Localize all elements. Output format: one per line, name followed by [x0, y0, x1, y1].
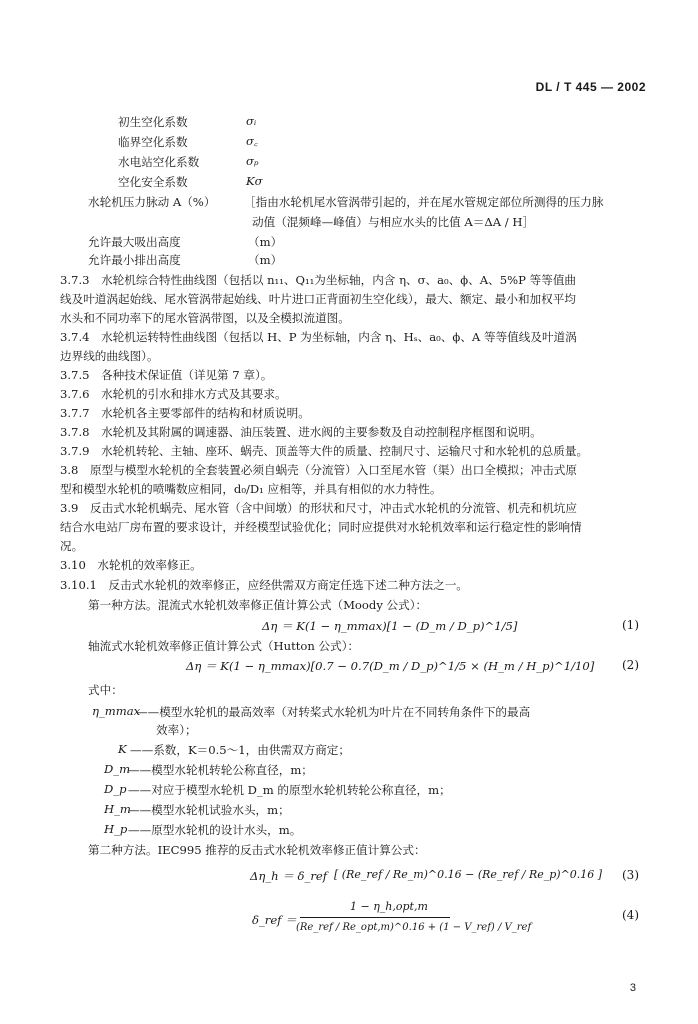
def-text: 效率）； — [156, 723, 197, 737]
section-heading: 3.10 水轮机的效率修正。 — [60, 558, 202, 572]
def-symbol: K — [118, 742, 127, 756]
equation-4-lhs: δ_ref ＝ — [252, 913, 297, 927]
symbol-4: Kσ — [246, 174, 263, 188]
para-line: 边界线的曲线图）。 — [60, 349, 159, 363]
para-line: 3.10.1 反击式水轮机的效率修正，应经供需双方商定任选下述二种方法之一。 — [60, 578, 468, 592]
para-line: 3.7.3 水轮机综合特性曲线图（包括以 n₁₁、Q₁₁为坐标轴，内含 η、σ、a₀、ϕ、A、5%P 等等值曲 — [60, 273, 577, 287]
suction-min-unit: （m） — [248, 253, 283, 267]
equation-3-body: [ (Re_ref / Re_m)^0.16 − (Re_ref / Re_p)^0.16 ] — [334, 868, 603, 881]
para-line: 水头和不同功率下的尾水管涡带图，以及全模拟流道图。 — [60, 311, 350, 325]
symbol-2: σ꜀ — [246, 134, 258, 148]
def-text: ——模型水轮机试验水头，m； — [128, 803, 290, 817]
def-symbol: H_m — [104, 802, 131, 816]
second-method: 第二种方法。IEC995 推荐的反击式水轮机效率修正值计算公式： — [88, 843, 426, 857]
def-text: ——模型水轮机的最高效率（对转桨式水轮机为叶片在不同转角条件下的最高 — [136, 705, 531, 719]
symbol-3: σₚ — [246, 154, 259, 168]
para-line: 3.7.6 水轮机的引水和排水方式及其要求。 — [60, 387, 287, 401]
para-line: 3.7.9 水轮机转轮、主轴、座环、蜗壳、顶盖等大件的质量、控制尺寸、运输尺寸和水轮机的总质量。 — [60, 444, 589, 458]
def-text: ——模型水轮机转轮公称直径，m； — [128, 763, 313, 777]
equation-1-number: (1) — [622, 618, 639, 632]
para-line: 3.9 反击式水轮机蜗壳、尾水管（含中间墩）的形状和尺寸，冲击式水轮机的分流管、机壳和机坑应 — [60, 501, 577, 515]
para-line: 3.7.8 水轮机及其附属的调速器、油压装置、进水阀的主要参数及自动控制程序框图和说明。 — [60, 425, 542, 439]
para-line: 型和模型水轮机的喷嘴数应相同，d₀/D₁ 应相等，并具有相似的水力特性。 — [60, 482, 442, 496]
para-line: 结合水电站厂房布置的要求设计，并经模型试验优化；同时应提供对水轮机效率和运行稳定性的影响情 — [60, 520, 582, 534]
equation-3-number: (3) — [622, 868, 639, 882]
document-code: DL / T 445 — 2002 — [535, 80, 646, 94]
def-symbol: H_p — [104, 822, 128, 836]
equation-2-number: (2) — [622, 658, 639, 672]
symbol-name-2: 临界空化系数 — [118, 135, 188, 149]
page-number: 3 — [629, 982, 636, 994]
para-line: 3.7.7 水轮机各主要零部件的结构和材质说明。 — [60, 406, 310, 420]
para-line: 第一种方法。混流式水轮机效率修正值计算公式（Moody 公式）： — [88, 598, 428, 612]
suction-max-unit: （m） — [248, 235, 283, 249]
symbol-name-1: 初生空化系数 — [118, 115, 188, 129]
suction-min-label: 允许最小排出高度 — [88, 253, 181, 267]
axial-intro: 轴流式水轮机效率修正值计算公式（Hutton 公式）： — [88, 639, 360, 653]
symbol-name-3: 水电站空化系数 — [118, 155, 200, 169]
suction-max-label: 允许最大吸出高度 — [88, 235, 181, 249]
equation-4-number: (4) — [622, 908, 639, 922]
para-line: 3.7.5 各种技术保证值（详见第 7 章）。 — [60, 368, 273, 382]
def-symbol: D_p — [104, 782, 127, 796]
para-line: 况。 — [60, 539, 84, 553]
pulse-desc-2: 动值（混频峰—峰值）与相应水头的比值 A＝ΔA / H］ — [252, 215, 535, 229]
pulse-label: 水轮机压力脉动 A（%） — [88, 195, 216, 209]
equation-1: Δη ＝ K(1 − η_mmax)[1 − (D_m / D_p)^1/5] — [262, 619, 518, 633]
symbol-name-4: 空化安全系数 — [118, 175, 188, 189]
def-text: ——原型水轮机的设计水头，m。 — [128, 823, 302, 837]
equation-2: Δη ＝ K(1 − η_mmax)[0.7 − 0.7(D_m / D_p)^1/5 × (H_m / H_p)^1/10] — [186, 659, 595, 673]
def-text: ——对应于模型水轮机 D_m 的原型水轮机转轮公称直径，m； — [128, 783, 451, 797]
para-line: 线及叶道涡起始线、尾水管涡带起始线、叶片进口正背面初生空化线），最大、额定、最小和加权平均 — [60, 292, 576, 306]
symbol-1: σᵢ — [246, 114, 257, 128]
equation-4-numerator: 1 − η_h,opt,m — [350, 900, 428, 913]
equation-3-lhs: Δη_h ＝ δ_ref — [250, 869, 328, 883]
fraction-bar — [300, 917, 450, 918]
para-line: 3.7.4 水轮机运转特性曲线图（包括以 H、P 为坐标轴，内含 η、Hₛ、a₀、ϕ、A 等等值线及叶道涡 — [60, 330, 577, 344]
pulse-desc-1: ［指由水轮机尾水管涡带引起的，并在尾水管规定部位所测得的压力脉 — [244, 195, 604, 209]
para-line: 3.8 原型与模型水轮机的全套装置必须自蜗壳（分流管）入口至尾水管（渠）出口全模拟；冲击式原 — [60, 463, 577, 477]
equation-4-denominator: (Re_ref / Re_opt,m)^0.16 + (1 − V_ref) / V_ref — [296, 922, 532, 933]
def-symbol: η_mmax — [92, 704, 141, 718]
def-symbol: D_m — [104, 762, 131, 776]
where-label: 式中： — [88, 683, 123, 697]
def-text: ——系数，K＝0.5～1，由供需双方商定； — [130, 743, 350, 757]
